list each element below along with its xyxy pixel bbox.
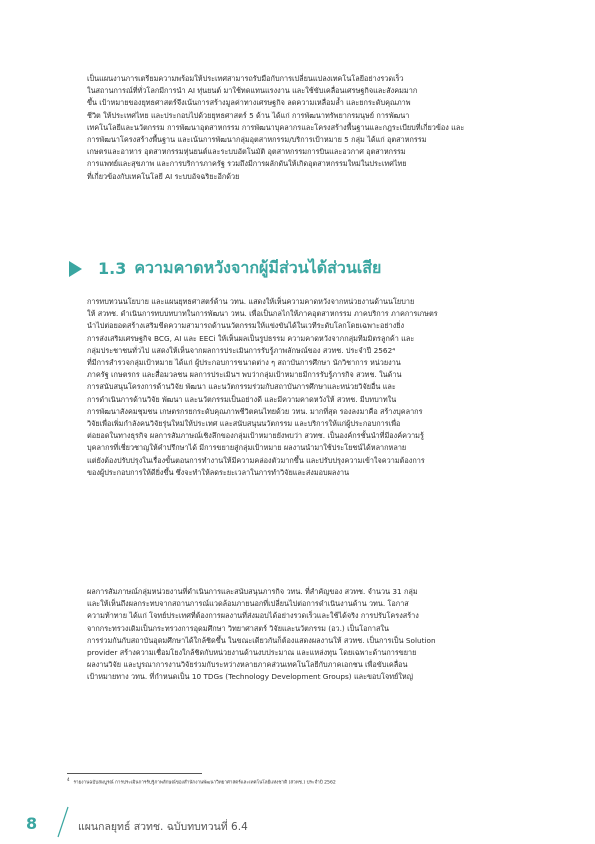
section-number: 1.3 — [98, 259, 127, 278]
footnote — [67, 777, 336, 787]
text-line: การทบทวนนโยบาย และแผนยุทธศาสตร์ด้าน วทน. แสดงให้เห็นความคาดหวังจากหน่วยงานด้านนโยบาย — [87, 297, 415, 306]
text-line: ที่มีการสำรวจกลุ่มเป้าหมาย ได้แก่ ผู้ประกอบการขนาดต่าง ๆ สถาบันการศึกษา นักวิชาการ หน่วยงาน — [87, 358, 401, 368]
text-line: การส่งเสริมเศรษฐกิจ BCG, AI และ EECi ให้เห็นผลเป็นรูปธรรม ความคาดหวังจากกลุ่มทีมมิตรลูกค้า และ — [87, 333, 415, 343]
text-line: การพัฒนาโครงสร้างพื้นฐาน และเน้นการพัฒนากลุ่มอุตสาหกรรม/บริการเป้าหมาย 5 กลุ่ม ได้แก่ อุตสาหกรรม — [87, 135, 427, 145]
text-line: ต่อยอดในทางธุรกิจ ผลการสัมภาษณ์เชิงลึกของกลุ่มเป้าหมายยังพบว่า สวทช. เป็นองค์กรชั้นนำที่มีองค์ความรู้ — [87, 431, 424, 441]
text-line: เกษตรและอาหาร อุตสาหกรรมหุ่นยนต์และระบบอัตโนมัติ อุตสาหกรรมการบินและอวกาศ อุตสาหกรรม — [87, 147, 406, 157]
text-line: นำไปต่อยอดสร้างเสริมขีดความสามารถด้านนวัตกรรมให้แข่งขันได้ในเวทีระดับโลกโดยเฉพาะอย่างยิ่ง — [87, 321, 405, 331]
text-line: ของผู้ประกอบการให้ดียิ่งขึ้น ซึ่งจะทำให้ลดระยะเวลาในการทำวิจัยและส่งมอบผลงาน — [87, 467, 350, 477]
text-line: วิจัยเพื่อเพิ่มกำลังคนวิจัยรุ่นใหม่ให้ประเทศ และสนับสนุนนวัตกรรม และบริการให้แก่ผู้ประกอบการเพื่อ — [87, 419, 401, 429]
footnote-marker: 4 — [67, 777, 70, 782]
text-line: ในสถานการณ์ที่ทั่วโลกมีการนำ AI ทุ่นยนต์ มาใช้ทดแทนแรงงาน และใช้ขับเคลื่อนเศรษฐกิจและสังคมมาก — [87, 86, 418, 96]
text-line: ภาครัฐ เกษตรกร และสื่อมวลชน ผลการประเมินฯ พบว่ากลุ่มเป้าหมายมีการรับรู้ภารกิจ สวทช. ในด้าน — [87, 370, 402, 380]
footer-title: แผนกลยุทธ์ สวทช. ฉบับทบทวนที่ 6.4 — [78, 821, 248, 833]
footnote-divider — [67, 773, 202, 774]
text-line: ผลงานวิจัย และบูรณาการงานวิจัยร่วมกับระหว่างหลายภาคส่วนเทคโนโลยีกับภาคเอกชน เพื่อขับเคลื่อน — [87, 660, 408, 670]
text-line: บุคลากรที่เชี่ยวชาญให้คำปรึกษาได้ มีการขยายสู่กลุ่มเป้าหมาย ผลงานนำมาใช้ประโยชน์ได้หลากหลาย — [87, 443, 407, 453]
text-line: จากกระทรวงเดิมเป็นกระทรวงการอุดมศึกษา วิทยาศาสตร์ วิจัยและนวัตกรรม (อว.) เป็นโอกาสใน — [87, 623, 390, 633]
text-line: การพัฒนาสังคมชุมชน เกษตรกรยกระดับคุณภาพชีวิตคนไทยด้วย วทน. มากที่สุด รองลงมาคือ สร้างบุคลากร — [87, 406, 423, 416]
footer-slash-icon — [56, 806, 70, 838]
text-line: การสนับสนุนโครงการด้านวิจัย พัฒนา และนวัตกรรมร่วมกับสถาบันการศึกษาและหน่วยวิจัยอื่น และ — [87, 382, 396, 392]
text-line: ให้ สวทช. ดำเนินการทบบทบาทในการพัฒนา วทน. เพื่อเป็นกลไกให้ภาคอุตสาหกรรม ภาคบริการ ภาคการเกษตร — [87, 309, 438, 319]
text-line: และให้เห็นถึงผลกระทบจากสถานการณ์แวดล้อมภายนอกที่เปลี่ยนไปต่อการดำเนินงานด้าน วทน. โอกาส — [87, 599, 409, 609]
text-line: การร่วมกันกับสถาบันอุดมศึกษาได้ใกล้ชิดขึ้น ในขณะเดียวกันก็ต้องแสดงผลงานให้ สวทช. เป็นการเป็น Solution — [87, 635, 436, 645]
section-title: ความคาดหวังจากผู้มีส่วนได้ส่วนเสีย — [134, 258, 382, 277]
text-line: กลุ่มประชาชนทั่วไป แสดงให้เห็นจากผลการประเมินการรับรู้ภาพลักษณ์ของ สวทช. ประจำปี 2562⁴ — [87, 345, 396, 355]
intro-paragraph — [87, 73, 513, 183]
footnote-text: รายงานฉบับสมบูรณ์ การประเมินการรับรู้ภาพลักษณ์ของสำนักงานพัฒนาวิทยาศาสตร์และเทคโนโลยีแห่งชาติ (สวทช.) ประจำปี 2562 — [73, 780, 336, 786]
text-line: ความท้าทาย ได้แก่ โจทย์ประเทศที่ต้องการผลงานที่ส่งมอบได้อย่างรวดเร็วและใช้ได้จริง การปรับโครงสร้าง — [87, 611, 419, 621]
text-line: provider สร้างความเชื่อมโยงใกล้ชิดกับหน่วยงานด้านงบประมาณ และแหล่งทุน โดยเฉพาะด้านการขยาย — [87, 648, 417, 658]
page-number: 8 — [26, 814, 38, 833]
triangle-bullet-icon — [69, 261, 82, 277]
text-line: การแพทย์และสุขภาพ และการบริการภาครัฐ รวมถึงมีการผลักดันให้เกิดอุตสาหกรรมใหม่ในประเทศไทย — [87, 159, 407, 169]
text-line: ผลการสัมภาษณ์กลุ่มหน่วยงานที่ดำเนินการและสนับสนุนภารกิจ วทน. ที่สำคัญของ สวทช. จำนวน 31 กลุ่ม — [87, 587, 418, 596]
text-line: ชีวิต ให้ประเทศไทย และประกอบไปด้วยยุทธศาสตร์ 5 ด้าน ได้แก่ การพัฒนาทรัพยากรมนุษย์ การพัฒนา — [87, 110, 410, 120]
interview-paragraph — [87, 586, 513, 684]
section-heading — [69, 256, 381, 281]
text-line: เป้าหมายทาง วทน. ที่กำหนดเป็น 10 TDGs (Technology Development Groups) และขอบโจทย์ใหญ่ — [87, 672, 413, 682]
text-line: เป็นแผนงานการเตรียมความพร้อมให้ประเทศสามารถรับมือกับการเปลี่ยนแปลงเทคโนโลยีอย่างรวดเร็ว — [87, 74, 404, 83]
text-line: แต่ยังต้องปรับปรุงในเรื่องขั้นตอนการทำงานให้มีความคล่องตัวมากขึ้น และปรับปรุงความเข้าใจความต้องการ — [87, 455, 425, 465]
text-line: การดำเนินการด้านวิจัย พัฒนา และนวัตกรรมเป็นอย่างดี และมีความคาดหวังให้ สวทช. มีบทบาทใน — [87, 394, 397, 404]
text-line: ขึ้น เป้าหมายของยุทธศาสตร์จึงเน้นการสร้างมูลค่าทางเศรษฐกิจ ลดความเหลื่อมล้ำ และยกระดับคุณภาพ — [87, 98, 411, 108]
text-line: เทคโนโลยีและนวัตกรรม การพัฒนาอุตสาหกรรม การพัฒนาบุคลากรและโครงสร้างพื้นฐานและกฎระเบียบที่เกี่ยวข้อง และ — [87, 122, 465, 132]
text-line: ที่เกี่ยวข้องกับเทคโนโลยี AI ระบบอัจฉริยะอีกด้วย — [87, 171, 240, 181]
expectation-paragraph — [87, 296, 513, 479]
